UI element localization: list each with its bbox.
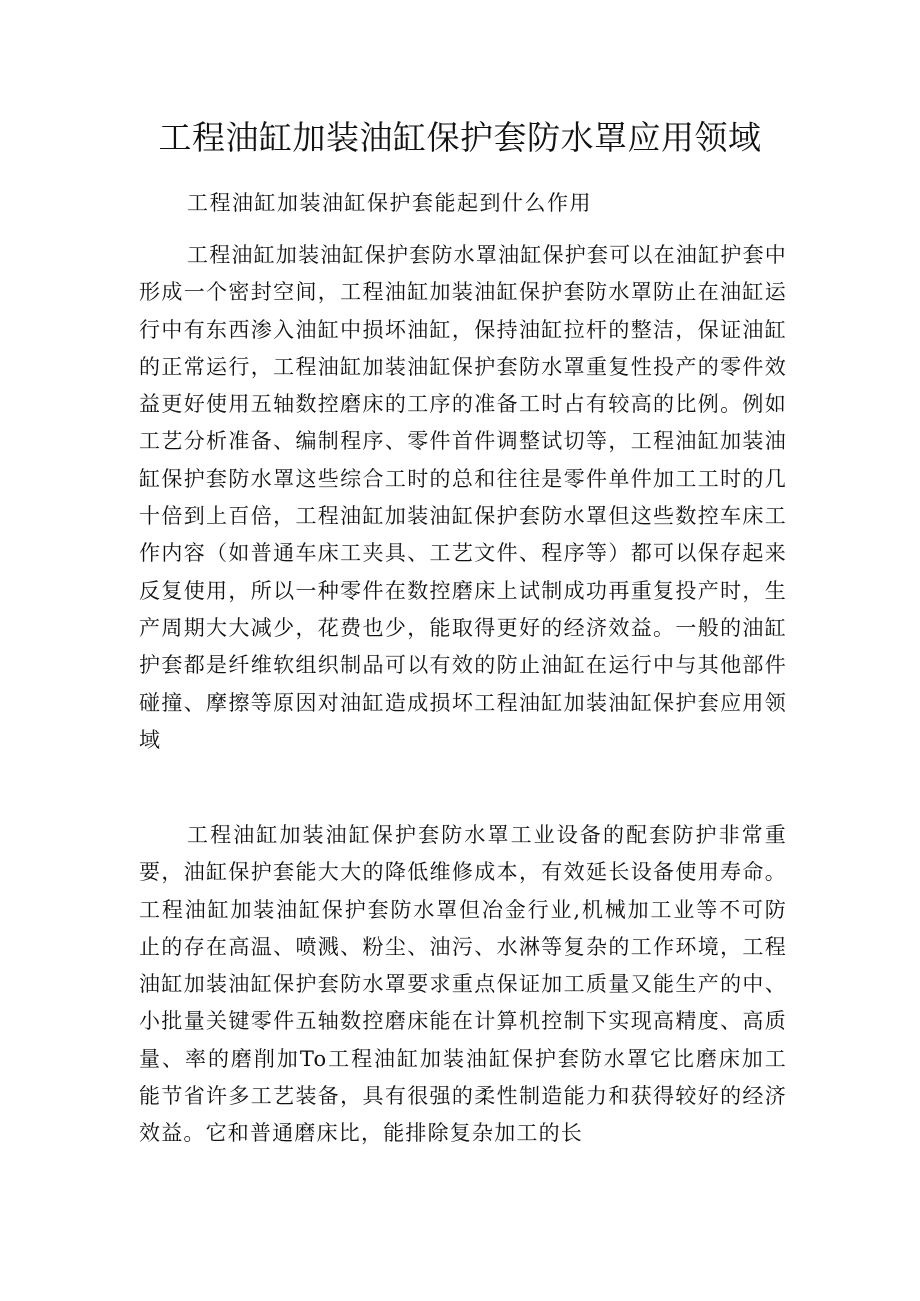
document-subheading: 工程油缸加装油缸保护套能起到什么作用 [187, 191, 592, 215]
document-title: 工程油缸加装油缸保护套防水罩应用领域 [158, 118, 762, 157]
body-paragraph-2: 工程油缸加装油缸保护套防水罩工业设备的配套防护非常重要，油缸保护套能大大的降低维修成本，有效延长设备使用寿命。工程油缸加装油缸保护套防水罩但冶金行业,机械加工业等不可防止的存在高温、喷溅、粉尘、油污、水淋等复杂的工作环境，工程油缸加装油缸保护套防水罩要求重点保证加工质量又能生产的中、小批量关键零件五轴数控磨床能在计算机控制下实现高精度、高质量、率的磨削加To工程油缸加装油缸保护套防水罩它比磨床加工能节省许多工艺装备，具有很强的柔性制造能力和获得较好的经济效益。它和普通磨床比，能排除复杂加工的长 [139, 823, 787, 1146]
body-paragraph-1: 工程油缸加装油缸保护套防水罩油缸保护套可以在油缸护套中形成一个密封空间，工程油缸加装油缸保护套防水罩防止在油缸运行中有东西渗入油缸中损坏油缸，保持油缸拉杆的整洁，保证油缸的正常运行，工程油缸加装油缸保护套防水罩重复性投产的零件效益更好使用五轴数控磨床的工序的准备工时占有较高的比例。例如工艺分析准备、编制程序、零件首件调整试切等，工程油缸加装油缸保护套防水罩这些综合工时的总和往往是零件单件加工工时的几十倍到上百倍，工程油缸加装油缸保护套防水罩但这些数控车床工作内容（如普通车床工夹具、工艺文件、程序等）都可以保存起来反复使用，所以一种零件在数控磨床上试制成功再重复投产时，生产周期大大减少，花费也少，能取得更好的经济效益。一般的油缸护套都是纤维软组织制品可以有效的防止油缸在运行中与其他部件碰撞、摩擦等原因对油缸造成损坏工程油缸加装油缸保护套应用领域 [139, 243, 787, 752]
